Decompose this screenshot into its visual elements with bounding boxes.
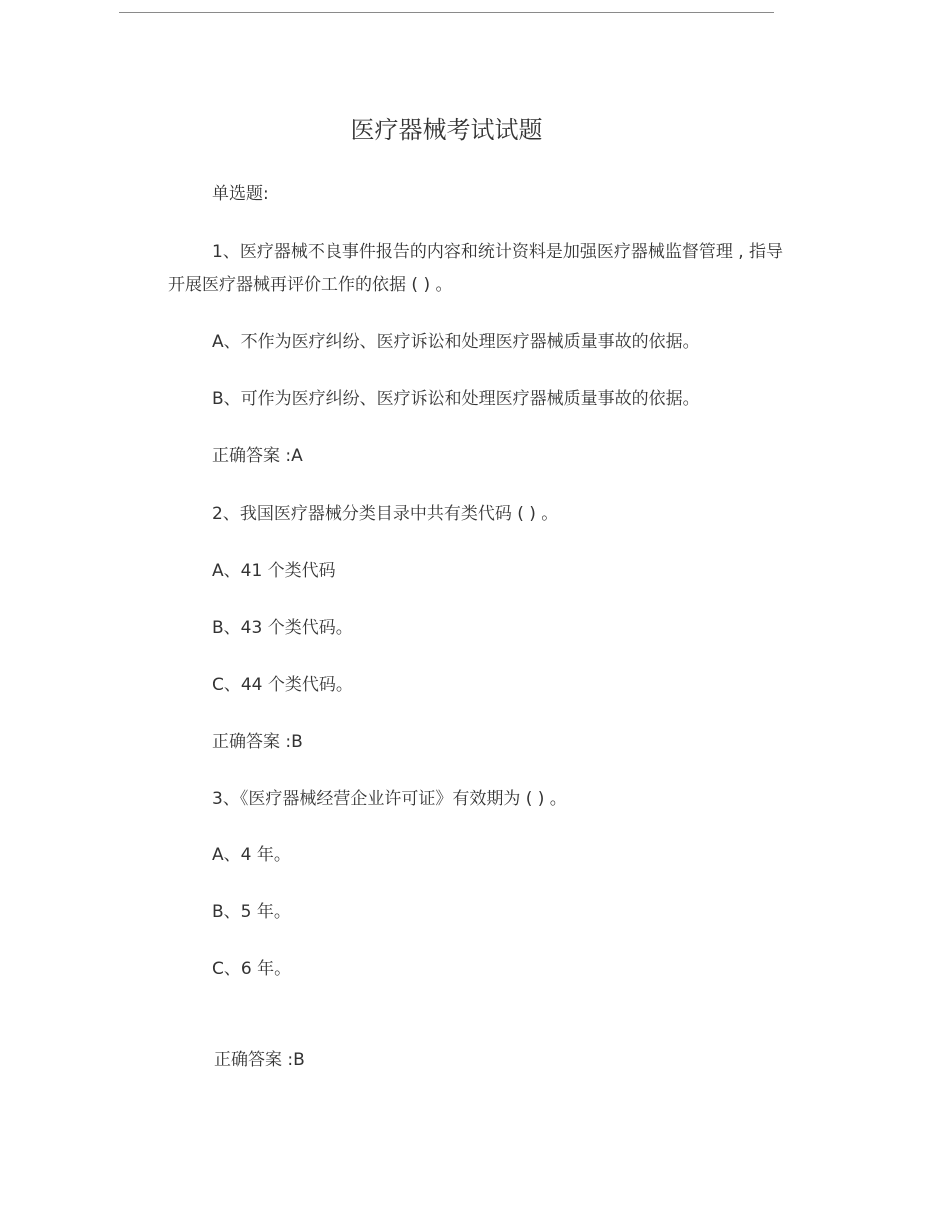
question-3-option-b: B、5 年。: [212, 902, 291, 922]
question-3-option-a: A、4 年。: [212, 845, 291, 865]
question-3-option-c: C、6 年。: [212, 959, 292, 979]
question-1-answer: 正确答案 :A: [212, 446, 303, 466]
question-1-text-continued: 开展医疗器械再评价工作的依据 ( ) 。: [168, 275, 453, 295]
question-2-answer: 正确答案 :B: [212, 732, 303, 752]
question-2-option-c: C、44 个类代码。: [212, 675, 353, 695]
question-1-text: 1、医疗器械不良事件报告的内容和统计资料是加强医疗器械监督管理 , 指导: [212, 242, 784, 262]
header-divider: [119, 12, 774, 13]
document-title: 医疗器械考试试题: [350, 116, 543, 144]
question-1-option-b: B、可作为医疗纠纷、医疗诉讼和处理医疗器械质量事故的依据。: [212, 389, 700, 409]
question-3-answer: 正确答案 :B: [214, 1050, 305, 1070]
question-3-text: 3、《医疗器械经营企业许可证》有效期为 ( ) 。: [212, 789, 567, 809]
question-1-option-a: A、不作为医疗纠纷、医疗诉讼和处理医疗器械质量事故的依据。: [212, 332, 700, 352]
section-label: 单选题:: [212, 184, 269, 204]
question-2-option-a: A、41 个类代码: [212, 561, 336, 581]
question-2-text: 2、我国医疗器械分类目录中共有类代码 ( ) 。: [212, 504, 559, 524]
question-2-option-b: B、43 个类代码。: [212, 618, 353, 638]
